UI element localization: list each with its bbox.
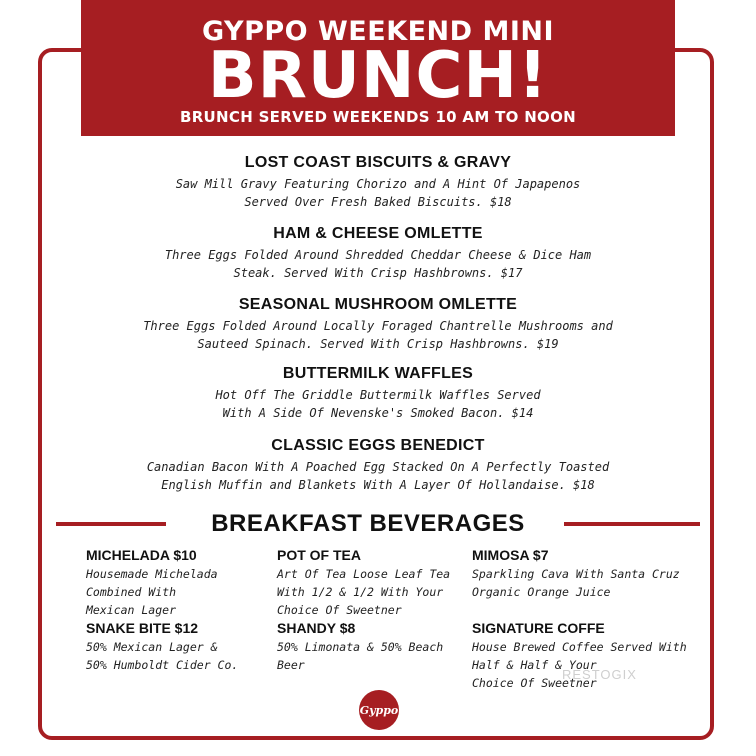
menu-item-desc-line: Sauteed Spinach. Served With Crisp Hashbrowns. $19	[197, 337, 559, 351]
beverage-name: SIGNATURE COFFE	[472, 620, 605, 636]
watermark: RESTOGIX	[562, 667, 637, 682]
beverage-desc-line: 50% Limonata & 50% Beach	[277, 640, 444, 654]
menu-item-desc	[60, 246, 696, 282]
beverage-item	[86, 619, 266, 674]
menu-item-desc	[60, 175, 696, 211]
menu-item-name: SEASONAL MUSHROOM OMLETTE	[238, 296, 518, 313]
beverage-desc-line: Organic Orange Juice	[472, 585, 611, 599]
beverages-heading	[56, 510, 700, 538]
menu-item-desc	[60, 458, 696, 494]
beverage-desc	[86, 565, 266, 619]
beverage-desc-line: House Brewed Coffee Served With	[472, 640, 687, 654]
menu-item	[60, 296, 696, 353]
menu-item	[60, 365, 696, 422]
menu-item-desc	[60, 386, 696, 422]
beverage-desc	[277, 565, 467, 619]
menu-item-desc-line: English Muffin and Blankets With A Layer Of Hollandaise. $18	[161, 478, 595, 492]
header-line1: GYPPO WEEKEND MINI	[201, 16, 555, 47]
beverage-desc-line: Half & Half & Your	[472, 658, 597, 672]
menu-item-desc-line: With A Side Of Nevenske's Smoked Bacon. $14	[222, 406, 534, 420]
beverage-desc-line: Choice Of Sweetner	[277, 603, 402, 617]
header-title: BRUNCH!	[207, 39, 549, 113]
header-banner	[81, 0, 675, 136]
menu-item-name: HAM & CHEESE OMLETTE	[273, 225, 483, 242]
beverage-desc-line: Art Of Tea Loose Leaf Tea	[277, 567, 451, 581]
divider-left	[56, 522, 166, 526]
beverage-desc-line: 50% Humboldt Cider Co.	[86, 658, 239, 672]
menu-item-desc-line: Served Over Fresh Baked Biscuits. $18	[244, 195, 512, 209]
menu-item-name: CLASSIC EGGS BENEDICT	[271, 437, 485, 454]
menu-item-desc-line: Saw Mill Gravy Featuring Chorizo and A Hint Of Japapenos	[175, 177, 581, 191]
beverage-name: SNAKE BITE $12	[86, 620, 199, 636]
beverage-desc-line: Sparkling Cava With Santa Cruz	[472, 567, 680, 581]
beverages-title: BREAKFAST BEVERAGES	[211, 510, 525, 537]
menu-item-desc-line: Steak. Served With Crisp Hashbrowns. $17	[233, 266, 523, 280]
beverage-desc-line: With 1/2 & 1/2 With Your	[277, 585, 444, 599]
beverage-name: MIMOSA $7	[472, 547, 549, 563]
beverage-desc-line: Choice Of Sweetner	[472, 676, 597, 690]
menu-item-desc	[60, 317, 696, 353]
menu-item-name: BUTTERMILK WAFFLES	[282, 365, 474, 382]
beverage-item	[277, 546, 467, 619]
beverage-desc-line: Beer	[277, 658, 305, 672]
menu-item-desc-line: Hot Off The Griddle Buttermilk Waffles Served	[215, 388, 541, 402]
divider-right	[564, 522, 700, 526]
header-hours: BRUNCH SERVED WEEKENDS 10 AM TO NOON	[179, 108, 577, 126]
menu-item-desc-line: Three Eggs Folded Around Shredded Cheddar Cheese & Dice Ham	[164, 248, 592, 262]
menu-item-desc-line: Three Eggs Folded Around Locally Foraged Chantrelle Mushrooms and	[143, 319, 613, 333]
beverage-desc	[277, 638, 467, 674]
beverage-desc-line: Mexican Lager	[86, 603, 177, 617]
menu-item	[60, 437, 696, 494]
beverage-name: POT OF TEA	[277, 547, 361, 563]
gyppo-logo	[359, 690, 399, 730]
beverage-item	[472, 546, 707, 601]
menu-item	[60, 225, 696, 282]
beverage-desc	[472, 565, 707, 601]
menu-item-name: LOST COAST BISCUITS & GRAVY	[244, 154, 512, 171]
logo-text: Gyppo	[359, 703, 399, 717]
beverage-desc	[86, 638, 266, 674]
menu-item-desc-line: Canadian Bacon With A Poached Egg Stacked On A Perfectly Toasted	[146, 460, 610, 474]
beverage-item	[86, 546, 266, 619]
beverage-desc-line: Housemade Michelada	[86, 567, 218, 581]
beverage-desc-line: 50% Mexican Lager &	[86, 640, 218, 654]
beverage-desc	[472, 638, 707, 692]
beverage-name: MICHELADA $10	[86, 547, 197, 563]
beverage-name: SHANDY $8	[277, 620, 356, 636]
menu-item	[60, 154, 696, 211]
beverage-item	[277, 619, 467, 674]
beverage-desc-line: Combined With	[86, 585, 177, 599]
